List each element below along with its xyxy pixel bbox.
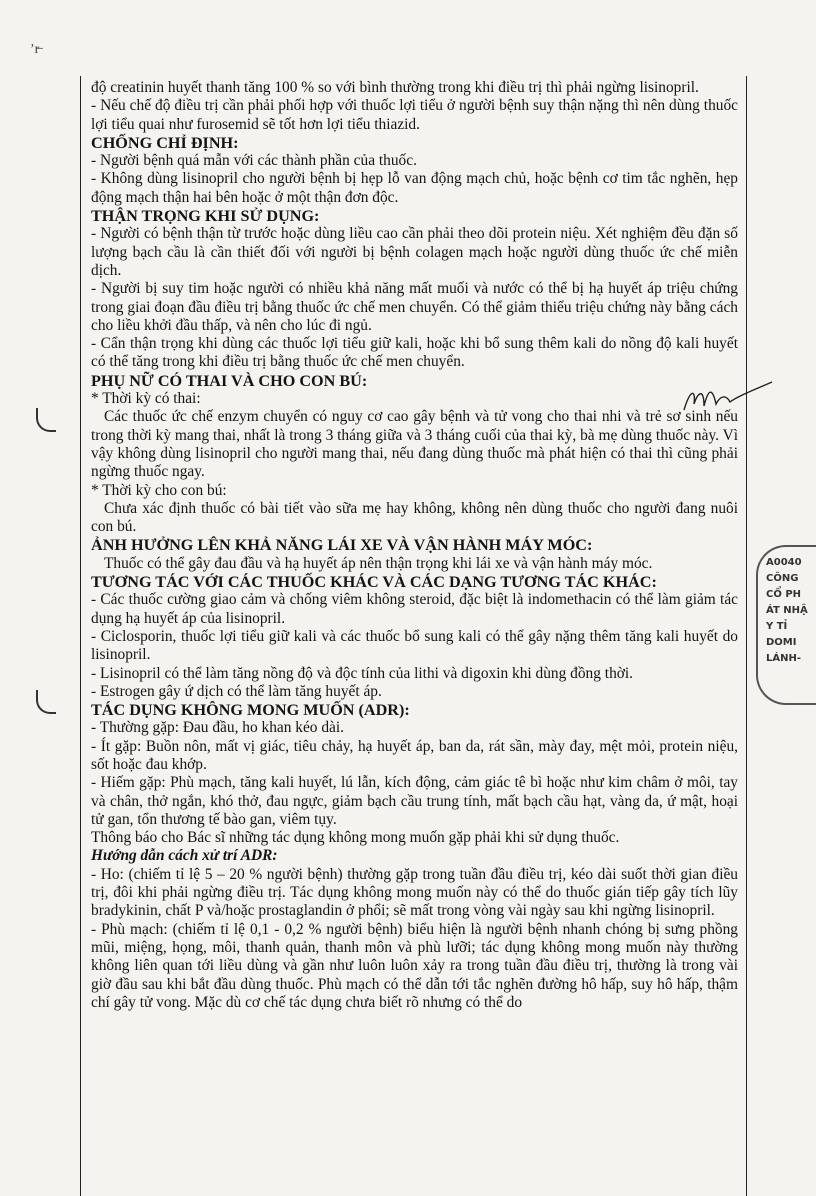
paragraph: - Thường gặp: Đau đầu, ho khan kéo dài. — [91, 719, 344, 737]
section-heading-contraindications: CHỐNG CHỈ ĐỊNH: — [91, 133, 239, 152]
punch-hole-mark — [36, 690, 56, 714]
section-heading-interactions: TƯƠNG TÁC VỚI CÁC THUỐC KHÁC VÀ CÁC DẠNG TƯƠNG TÁC KHÁC: — [91, 573, 657, 592]
paragraph: - Estrogen gây ứ dịch có thể làm tăng huyết áp. — [91, 682, 382, 700]
subheading: * Thời kỳ có thai: — [91, 390, 201, 408]
paragraph: - Hiếm gặp: Phù mạch, tăng kali huyết, lú lẫn, kích động, cảm giác tê bì hoặc như kim châm ở môi, tay và chân, thở ngắn, khó thở, đau ngực, giảm bạch cầu trung tính, mất bạch cầu hạt, vàng da, ứ mật, hoại tử gan, tổn thương tế bào gan, viêm tụy. — [91, 774, 738, 828]
paragraph: - Người có bệnh thận từ trước hoặc dùng liều cao cần phải theo dõi protein niệu. Xét nghiệm đều đặn số lượng bạch cầu là cần thiết đối với người bị bệnh colagen mạch hoặc người dùng thuốc ức chế miễn dịch. — [91, 225, 738, 279]
stamp-line: CÔNG — [766, 573, 799, 584]
paragraph: Các thuốc ức chế enzym chuyển có nguy cơ cao gây bệnh và tử vong cho thai nhi và trẻ sơ sinh nếu trong thời kỳ mang thai, nhất là trong 3 tháng giữa và 3 tháng cuối của thai kỳ, bà mẹ dùng thuốc này. Vì vậy không dùng lisinopril cho người mang thai, nếu đang dùng thuốc mà phát hiện có thai thì cũng phải ngừng thuốc ngay. — [91, 408, 738, 481]
paragraph: độ creatinin huyết thanh tăng 100 % so với bình thường trong khi điều trị thì phải ngừng lisinopril. — [91, 79, 699, 96]
paragraph: Thuốc có thể gây đau đầu và hạ huyết áp nên thận trọng khi lái xe và vận hành máy móc. — [104, 554, 653, 572]
paragraph: Thông báo cho Bác sĩ những tác dụng không mong muốn gặp phải khi sử dụng thuốc. — [91, 829, 620, 847]
stamp-line: DOMI — [766, 637, 797, 648]
section-heading-precautions: THẬN TRỌNG KHI SỬ DỤNG: — [91, 207, 320, 226]
company-stamp — [756, 545, 816, 705]
section-heading-adverse-reactions: TÁC DỤNG KHÔNG MONG MUỐN (ADR): — [91, 701, 410, 720]
paragraph: - Người bệnh quá mẫn với các thành phần của thuốc. — [91, 152, 417, 170]
stamp-line: Y TỈ — [766, 621, 788, 632]
stamp-line: LÁNH- — [766, 653, 801, 664]
section-heading-pregnancy: PHỤ NỮ CÓ THAI VÀ CHO CON BÚ: — [91, 371, 368, 390]
paragraph: - Người bị suy tim hoặc người có nhiều khả năng mất muối và nước có thể bị hạ huyết áp triệu chứng trong giai đoạn đầu điều trị bằng thuốc ức chế men chuyển. Có thể giảm thiểu triệu chứng này bằng cách cho liều khởi đầu thấp, và nên cho lúc đi ngủ. — [91, 280, 738, 334]
punch-hole-mark — [36, 408, 56, 432]
paragraph: Chưa xác định thuốc có bài tiết vào sữa mẹ hay không, không nên dùng thuốc cho người đang nuôi con bú. — [91, 499, 738, 536]
paragraph: - Các thuốc cường giao cảm và chống viêm không steroid, đặc biệt là indomethacin có thể làm giảm tác dụng hạ huyết áp của lisinopril. — [91, 591, 738, 627]
paragraph: - Ho: (chiếm tỉ lệ 5 – 20 % người bệnh) thường gặp trong tuần đầu điều trị, kéo dài suốt thời gian điều trị, đôi khi phải ngừng điều trị. Tác dụng không mong muốn này có thể do thuốc gián tiếp gây tích lũy bradykinin, chất P và/hoặc prostaglandin ở phổi; sẽ mất trong vòng vài ngày sau khi ngừng lisinopril. — [91, 865, 738, 920]
paragraph: - Ciclosporin, thuốc lợi tiểu giữ kali và các thuốc bổ sung kali có thể gây nặng thêm tăng kali huyết do lisinopril. — [91, 627, 738, 664]
paragraph: - Phù mạch: (chiếm tỉ lệ 0,1 - 0,2 % người bệnh) biểu hiện là người bệnh nhanh chóng bị sưng phồng mũi, miệng, họng, môi, thanh quản, thanh môn và phù lưỡi; tác dụng không mong muốn này thường không liên quan tới liều dùng và gần như luôn luôn xảy ra trong tuần đầu điều trị, thường là trong vài giờ đầu sau khi bắt đầu dùng thuốc. Phù mạch có thể dẫn tới tắc nghẽn đường hô hấp, suy hô hấp, thậm chí gây tử vong. Mặc dù cơ chế tác dụng chưa biết rõ nhưng có thể do — [91, 920, 738, 1011]
stamp-line: A0040 — [766, 557, 802, 568]
section-heading-driving: ẢNH HƯỞNG LÊN KHẢ NĂNG LÁI XE VÀ VẬN HÀNH MÁY MÓC: — [91, 536, 593, 555]
paragraph: - Cẩn thận trọng khi dùng các thuốc lợi tiểu giữ kali, hoặc khi bổ sung thêm kali do nồng độ kali huyết có thể tăng trong khi điều trị bằng thuốc ức chế men chuyển. — [91, 335, 738, 371]
section-heading-adr-management: Hướng dẫn cách xử trí ADR: — [91, 847, 278, 865]
stamp-line: ÁT NHẬ — [766, 605, 808, 616]
leaflet-text-box — [80, 76, 747, 1196]
stamp-line: CỔ PH — [766, 589, 802, 600]
paragraph: - Nếu chế độ điều trị cần phải phối hợp với thuốc lợi tiểu ở người bệnh suy thận nặng thì nên dùng thuốc lợi tiểu quai như furosemid sẽ tốt hơn lợi tiểu thiazid. — [91, 97, 738, 133]
subheading: * Thời kỳ cho con bú: — [91, 481, 227, 499]
paragraph: - Không dùng lisinopril cho người bệnh bị hẹp lỗ van động mạch chủ, hoặc bệnh cơ tim tắc nghẽn, hẹp động mạch thận hai bên hoặc ở một thận đơn độc. — [91, 170, 738, 206]
corner-mark: ʼr̶ — [30, 42, 40, 57]
paragraph: - Lisinopril có thể làm tăng nồng độ và độc tính của lithi và digoxin khi dùng đồng thời. — [91, 664, 634, 682]
paragraph: - Ít gặp: Buồn nôn, mất vị giác, tiêu chảy, hạ huyết áp, ban da, rát sần, mày đay, mệt mỏi, protein niệu, sốt hoặc đau khớp. — [91, 737, 738, 773]
